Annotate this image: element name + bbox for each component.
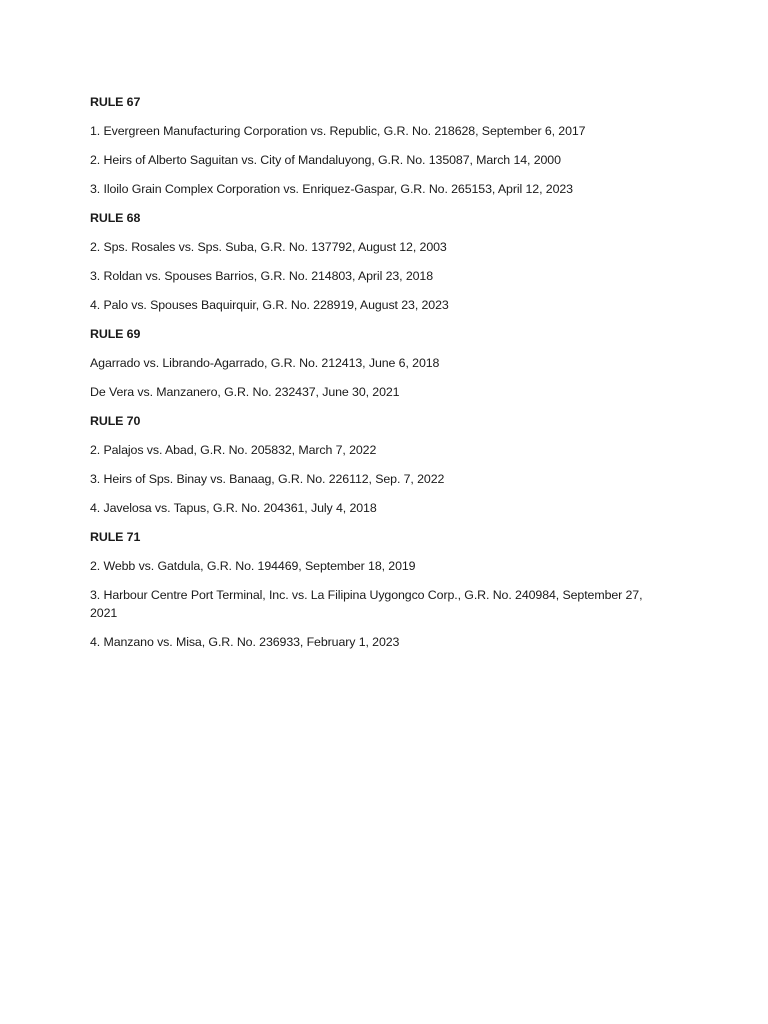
case-item: 2. Webb vs. Gatdula, G.R. No. 194469, September 18, 2019: [90, 559, 416, 573]
case-item: 3. Harbour Centre Port Terminal, Inc. vs. La Filipina Uygongco Corp., G.R. No. 240984, September 27, 2021: [90, 588, 643, 620]
case-item: 4. Javelosa vs. Tapus, G.R. No. 204361, July 4, 2018: [90, 501, 377, 515]
document-page: [90, 93, 670, 662]
case-item: 1. Evergreen Manufacturing Corporation vs. Republic, G.R. No. 218628, September 6, 2017: [90, 124, 586, 138]
case-item: 3. Heirs of Sps. Binay vs. Banaag, G.R. No. 226112, Sep. 7, 2022: [90, 472, 445, 486]
case-item: De Vera vs. Manzanero, G.R. No. 232437, June 30, 2021: [90, 385, 400, 399]
case-item: 2. Sps. Rosales vs. Sps. Suba, G.R. No. 137792, August 12, 2003: [90, 240, 447, 254]
section-heading-rule-69: RULE 69: [90, 327, 141, 341]
section-heading-rule-68: RULE 68: [90, 211, 141, 225]
case-item: 4. Palo vs. Spouses Baquirquir, G.R. No. 228919, August 23, 2023: [90, 298, 449, 312]
case-item: 4. Manzano vs. Misa, G.R. No. 236933, February 1, 2023: [90, 635, 400, 649]
section-heading-rule-71: RULE 71: [90, 530, 141, 544]
case-item: 2. Heirs of Alberto Saguitan vs. City of Mandaluyong, G.R. No. 135087, March 14, 2000: [90, 153, 561, 167]
case-item: Agarrado vs. Librando-Agarrado, G.R. No. 212413, June 6, 2018: [90, 356, 440, 370]
case-item: 3. Iloilo Grain Complex Corporation vs. Enriquez-Gaspar, G.R. No. 265153, April 12, 2023: [90, 182, 573, 196]
case-item: 3. Roldan vs. Spouses Barrios, G.R. No. 214803, April 23, 2018: [90, 269, 434, 283]
section-heading-rule-67: RULE 67: [90, 95, 141, 109]
section-heading-rule-70: RULE 70: [90, 414, 141, 428]
case-item: 2. Palajos vs. Abad, G.R. No. 205832, March 7, 2022: [90, 443, 377, 457]
